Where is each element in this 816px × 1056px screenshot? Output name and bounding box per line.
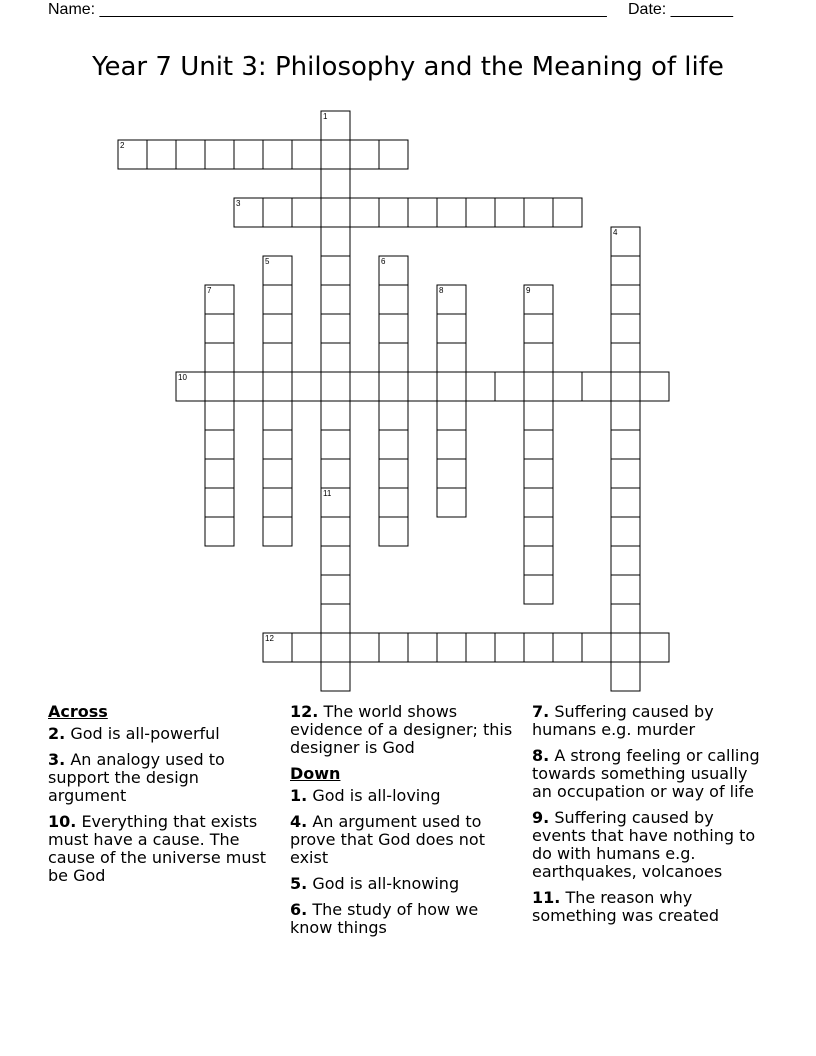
clue-number: 1.: [290, 786, 308, 805]
grid-cell[interactable]: [321, 604, 350, 633]
grid-cell[interactable]: [321, 227, 350, 256]
grid-cell[interactable]: [437, 401, 466, 430]
grid-cell[interactable]: [379, 314, 408, 343]
clue-across-3: [48, 751, 280, 805]
grid-cell[interactable]: [321, 459, 350, 488]
grid-cell[interactable]: [379, 372, 408, 401]
clue-down-9: [532, 809, 772, 881]
grid-cell[interactable]: [205, 372, 234, 401]
clue-number: 12.: [290, 702, 319, 721]
grid-cell[interactable]: [321, 343, 350, 372]
grid-cell[interactable]: [524, 372, 553, 401]
grid-cell[interactable]: [292, 198, 321, 227]
grid-cell[interactable]: [466, 198, 495, 227]
cell-number: 2: [120, 141, 125, 150]
grid-cell[interactable]: [611, 459, 640, 488]
grid-cell[interactable]: [234, 372, 263, 401]
grid-cell[interactable]: [408, 198, 437, 227]
clues-column-3: [532, 703, 772, 933]
grid-cell[interactable]: [205, 517, 234, 546]
grid-cell[interactable]: [350, 198, 379, 227]
clue-number: 8.: [532, 746, 550, 765]
grid-cell[interactable]: [321, 372, 350, 401]
grid-cell[interactable]: [437, 633, 466, 662]
grid-cell[interactable]: [379, 198, 408, 227]
clue-number: 4.: [290, 812, 308, 831]
grid-cell[interactable]: [263, 488, 292, 517]
grid-cell[interactable]: [553, 372, 582, 401]
clue-number: 7.: [532, 702, 550, 721]
grid-cell[interactable]: [611, 285, 640, 314]
grid-cell[interactable]: [321, 169, 350, 198]
clue-text: The world shows evidence of a designer; this designer is God: [290, 702, 513, 757]
cell-number: 7: [207, 286, 212, 295]
grid-cell[interactable]: [437, 372, 466, 401]
clue-number: 6.: [290, 900, 308, 919]
grid-cell[interactable]: [437, 198, 466, 227]
cell-number: 1: [323, 112, 328, 121]
grid-cell[interactable]: [321, 198, 350, 227]
clue-down-1: [290, 787, 525, 805]
cell-number: 8: [439, 286, 444, 295]
grid-cell[interactable]: [379, 517, 408, 546]
grid-cell[interactable]: [263, 517, 292, 546]
clue-text: An argument used to prove that God does not exist: [290, 812, 485, 867]
grid-cell[interactable]: [553, 633, 582, 662]
clue-down-6: [290, 901, 525, 937]
grid-cell[interactable]: [524, 633, 553, 662]
grid-cell[interactable]: [611, 372, 640, 401]
grid-cell[interactable]: [263, 343, 292, 372]
clue-number: 5.: [290, 874, 308, 893]
grid-cell[interactable]: [379, 401, 408, 430]
grid-cell[interactable]: [379, 459, 408, 488]
cell-number: 9: [526, 286, 531, 295]
grid-cell[interactable]: [437, 459, 466, 488]
grid-cell[interactable]: [263, 459, 292, 488]
grid-cell[interactable]: [292, 372, 321, 401]
grid-cell[interactable]: [321, 256, 350, 285]
grid-cell[interactable]: [611, 517, 640, 546]
grid-cell[interactable]: [292, 140, 321, 169]
grid-cell[interactable]: [495, 198, 524, 227]
grid-cell[interactable]: [263, 285, 292, 314]
grid-cell[interactable]: [640, 372, 669, 401]
grid-cell[interactable]: [205, 343, 234, 372]
grid-cell[interactable]: [234, 140, 263, 169]
grid-cell[interactable]: [611, 430, 640, 459]
grid-cell[interactable]: [466, 372, 495, 401]
grid-cell[interactable]: [292, 633, 321, 662]
grid-cell[interactable]: [205, 430, 234, 459]
grid-cell[interactable]: [611, 314, 640, 343]
grid-cell[interactable]: [437, 343, 466, 372]
clue-number: 11.: [532, 888, 561, 907]
grid-cell[interactable]: [611, 488, 640, 517]
grid-cell[interactable]: [640, 633, 669, 662]
grid-cell[interactable]: [611, 575, 640, 604]
cell-number: 11: [323, 489, 332, 498]
clue-text: The study of how we know things: [290, 900, 479, 937]
grid-cell[interactable]: [582, 633, 611, 662]
grid-cell[interactable]: [524, 517, 553, 546]
clue-number: 10.: [48, 812, 77, 831]
grid-cell[interactable]: [611, 662, 640, 691]
grid-cell[interactable]: [611, 604, 640, 633]
clue-text: God is all-knowing: [312, 874, 460, 893]
clue-across-12: [290, 703, 525, 757]
clues-column-2: [290, 703, 525, 945]
grid-cell[interactable]: [611, 401, 640, 430]
grid-cell[interactable]: [350, 140, 379, 169]
cell-number: 12: [265, 634, 274, 643]
grid-cell[interactable]: [379, 633, 408, 662]
grid-cell[interactable]: [437, 488, 466, 517]
grid-cell[interactable]: [379, 285, 408, 314]
clue-text: The reason why something was created: [532, 888, 720, 925]
grid-cell[interactable]: [437, 314, 466, 343]
clue-down-7: [532, 703, 772, 739]
grid-cell[interactable]: [321, 633, 350, 662]
cell-number: 6: [381, 257, 386, 266]
grid-cell[interactable]: [205, 314, 234, 343]
grid-cell[interactable]: [263, 430, 292, 459]
grid-cell[interactable]: [321, 285, 350, 314]
cell-number: 3: [236, 199, 241, 208]
grid-cell[interactable]: [176, 140, 205, 169]
grid-cell[interactable]: [524, 314, 553, 343]
grid-cell[interactable]: [524, 488, 553, 517]
grid-cell[interactable]: [524, 459, 553, 488]
grid-cell[interactable]: [263, 198, 292, 227]
grid-cell[interactable]: [524, 401, 553, 430]
grid-cell[interactable]: [408, 633, 437, 662]
grid-cell[interactable]: [321, 430, 350, 459]
clue-number: 3.: [48, 750, 66, 769]
grid-cell[interactable]: [205, 459, 234, 488]
grid-cell[interactable]: [205, 401, 234, 430]
grid-cell[interactable]: [321, 314, 350, 343]
grid-cell[interactable]: [147, 140, 176, 169]
clue-down-11: [532, 889, 772, 925]
clue-across-10: [48, 813, 280, 885]
grid-cell[interactable]: [321, 140, 350, 169]
clue-text: Everything that exists must have a cause. The cause of the universe must be God: [48, 812, 267, 885]
grid-cell[interactable]: [263, 401, 292, 430]
clue-text: Suffering caused by humans e.g. murder: [532, 702, 714, 739]
down-heading: Down: [290, 764, 341, 783]
name-field[interactable]: Name: _________________________________________________________: [48, 1, 607, 18]
across-heading: Across: [48, 702, 108, 721]
clue-number: 2.: [48, 724, 66, 743]
grid-cell[interactable]: [495, 633, 524, 662]
clues-column-1: [48, 703, 280, 893]
clue-text: God is all-powerful: [70, 724, 220, 743]
clue-down-4: [290, 813, 525, 867]
grid-cell[interactable]: [321, 575, 350, 604]
grid-cell[interactable]: [437, 430, 466, 459]
clue-down-8: [532, 747, 772, 801]
grid-cell[interactable]: [379, 488, 408, 517]
grid-cell[interactable]: [321, 662, 350, 691]
clue-text: A strong feeling or calling towards something usually an occupation or way of life: [532, 746, 760, 801]
date-field[interactable]: Date: _______: [628, 1, 733, 18]
cell-number: 10: [178, 373, 187, 382]
grid-cell[interactable]: [611, 633, 640, 662]
grid-cell[interactable]: [263, 372, 292, 401]
clue-number: 9.: [532, 808, 550, 827]
grid-cell[interactable]: [205, 488, 234, 517]
grid-cell[interactable]: [408, 372, 437, 401]
grid-cell[interactable]: [524, 198, 553, 227]
grid-cell[interactable]: [524, 343, 553, 372]
page-title: Year 7 Unit 3: Philosophy and the Meaning of life: [92, 52, 724, 82]
grid-cell[interactable]: [263, 314, 292, 343]
clue-down-5: [290, 875, 525, 893]
grid-cell[interactable]: [466, 633, 495, 662]
grid-cell[interactable]: [582, 372, 611, 401]
clue-text: Suffering caused by events that have nothing to do with humans e.g. earthquakes, volcanoes: [532, 808, 756, 881]
grid-cell[interactable]: [524, 546, 553, 575]
clue-across-2: [48, 725, 280, 743]
grid-cell[interactable]: [553, 198, 582, 227]
grid-cell[interactable]: [321, 401, 350, 430]
clue-text: An analogy used to support the design argument: [48, 750, 225, 805]
cell-number: 4: [613, 228, 618, 237]
grid-cell[interactable]: [321, 517, 350, 546]
grid-cell[interactable]: [379, 430, 408, 459]
grid-cell[interactable]: [611, 343, 640, 372]
grid-cell[interactable]: [350, 372, 379, 401]
grid-cell[interactable]: [379, 140, 408, 169]
grid-cell[interactable]: [321, 546, 350, 575]
grid-cell[interactable]: [350, 633, 379, 662]
clue-text: God is all-loving: [312, 786, 441, 805]
grid-cell[interactable]: [379, 343, 408, 372]
grid-cell[interactable]: [611, 546, 640, 575]
grid-cell[interactable]: [263, 140, 292, 169]
grid-cell[interactable]: [205, 140, 234, 169]
grid-cell[interactable]: [495, 372, 524, 401]
grid-cell[interactable]: [524, 575, 553, 604]
grid-cell[interactable]: [524, 430, 553, 459]
cell-number: 5: [265, 257, 270, 266]
grid-cell[interactable]: [611, 256, 640, 285]
